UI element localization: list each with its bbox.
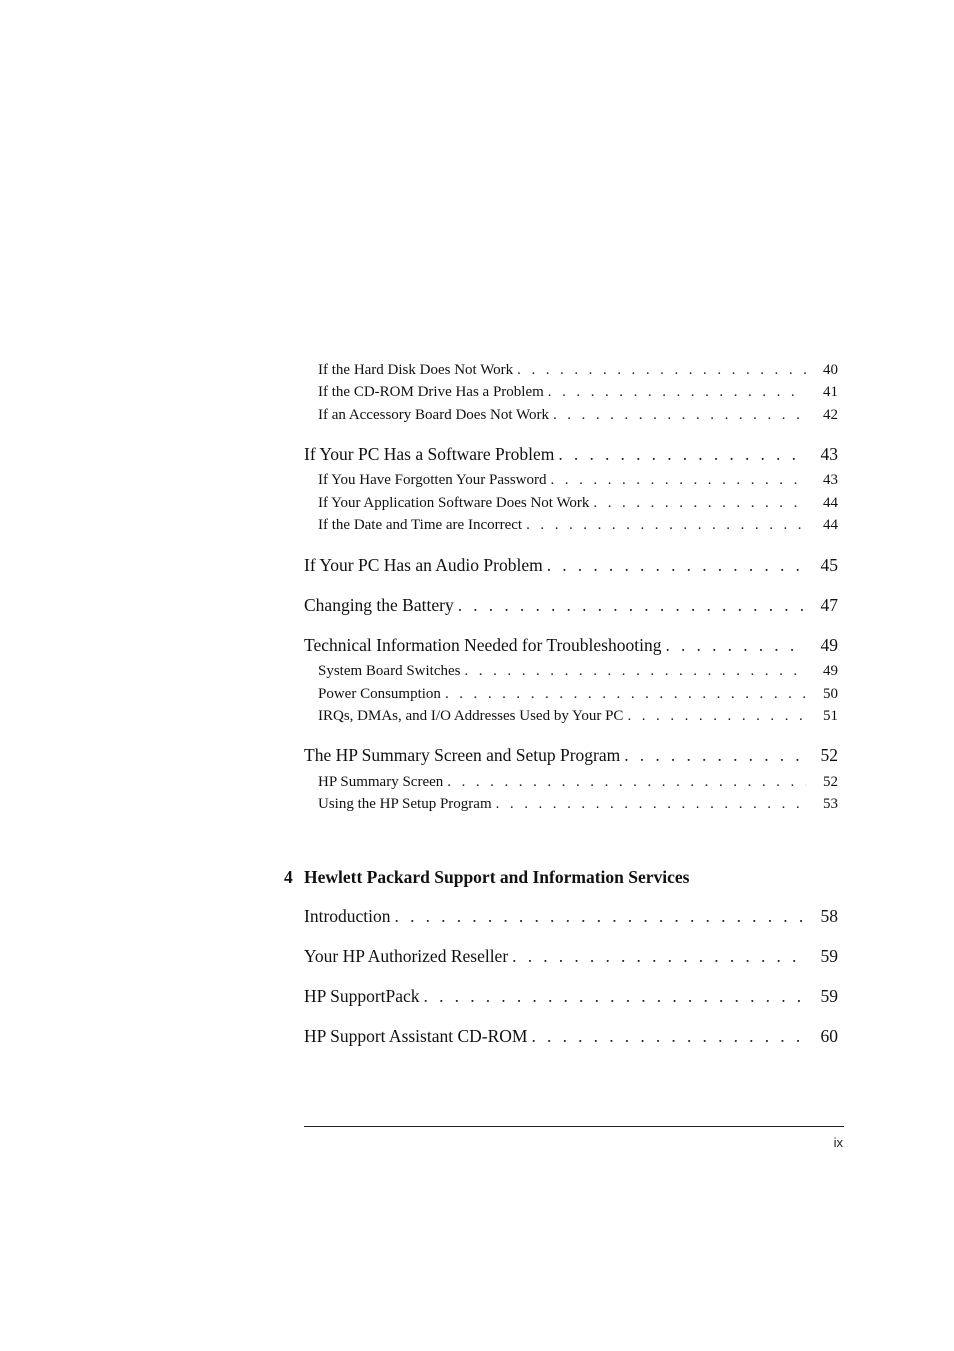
toc-entry: [318, 796, 838, 813]
toc-entry-title: HP Summary Screen: [318, 774, 444, 790]
footer-rule: [304, 1126, 844, 1127]
dot-leader: [445, 686, 806, 703]
toc-section-page: 49: [820, 635, 838, 655]
toc-entry: [318, 362, 838, 379]
toc-entry-page: 41: [823, 384, 838, 400]
dot-leader: [526, 517, 806, 534]
dot-leader: [551, 472, 807, 489]
toc-entry-page: 51: [823, 708, 838, 724]
toc-entry: [318, 517, 838, 534]
toc-section-title: HP Support Assistant CD-ROM: [304, 1026, 528, 1046]
toc-section-title: Your HP Authorized Reseller: [304, 946, 509, 966]
dot-leader: [424, 986, 806, 1007]
toc-entry-title: If the Date and Time are Incorrect: [318, 517, 523, 533]
dot-leader: [447, 774, 806, 791]
toc-section-page: 60: [820, 1026, 838, 1046]
toc-entry-title: If an Accessory Board Does Not Work: [318, 407, 549, 423]
chapter-heading: [284, 867, 689, 888]
toc-section: [304, 986, 838, 1007]
toc-section-title: If Your PC Has a Software Problem: [304, 444, 555, 464]
chapter-title: Hewlett Packard Support and Information Services: [304, 867, 690, 887]
toc-entry-page: 44: [823, 517, 838, 533]
toc-section: [304, 745, 838, 766]
toc-section-title: HP SupportPack: [304, 986, 420, 1006]
toc-entry: [318, 472, 838, 489]
toc-entry-title: If the CD-ROM Drive Has a Problem: [318, 384, 544, 400]
dot-leader: [593, 495, 806, 512]
toc-section-page: 45: [820, 555, 838, 575]
toc-entry-page: 53: [823, 796, 838, 812]
toc-section: [304, 946, 838, 967]
dot-leader: [496, 796, 806, 813]
dot-leader: [395, 906, 806, 927]
toc-section-page: 59: [820, 946, 838, 966]
toc-entry-page: 44: [823, 495, 838, 511]
toc-section-page: 52: [820, 745, 838, 765]
toc-section-title: The HP Summary Screen and Setup Program: [304, 745, 621, 765]
toc-entry-page: 49: [823, 663, 838, 679]
toc-section-page: 47: [820, 595, 838, 615]
dot-leader: [458, 595, 806, 616]
toc-entry: [318, 774, 838, 791]
toc-entry: [318, 407, 838, 424]
toc-section: [304, 635, 838, 656]
chapter-number: 4: [284, 867, 293, 887]
toc-section-title: Introduction: [304, 906, 391, 926]
dot-leader: [512, 946, 806, 967]
toc-section-title: If Your PC Has an Audio Problem: [304, 555, 543, 575]
toc-entry: [318, 708, 838, 725]
toc-entry-title: Power Consumption: [318, 686, 441, 702]
dot-leader: [665, 635, 806, 656]
toc-section-page: 58: [820, 906, 838, 926]
toc-entry-title: If Your Application Software Does Not Work: [318, 495, 590, 511]
toc-entry-page: 42: [823, 407, 838, 423]
toc-section: [304, 595, 838, 616]
toc-section: [304, 444, 838, 465]
dot-leader: [627, 708, 806, 725]
dot-leader: [624, 745, 806, 766]
toc-entry: [318, 663, 838, 680]
toc-entry-title: If You Have Forgotten Your Password: [318, 472, 547, 488]
toc-entry-page: 52: [823, 774, 838, 790]
toc-entry-page: 43: [823, 472, 838, 488]
toc-section-page: 43: [820, 444, 838, 464]
toc-section: [304, 555, 838, 576]
toc-section: [304, 1026, 838, 1047]
toc-entry: [318, 384, 838, 401]
toc-entry: [318, 686, 838, 703]
dot-leader: [465, 663, 807, 680]
toc-section-title: Changing the Battery: [304, 595, 454, 615]
toc-entry-title: If the Hard Disk Does Not Work: [318, 362, 514, 378]
toc-entry-title: Using the HP Setup Program: [318, 796, 492, 812]
toc-entry-title: System Board Switches: [318, 663, 461, 679]
dot-leader: [558, 444, 806, 465]
dot-leader: [517, 362, 806, 379]
page-folio: ix: [833, 1135, 843, 1150]
toc-section-page: 59: [820, 986, 838, 1006]
toc-entry-page: 40: [823, 362, 838, 378]
toc-section-title: Technical Information Needed for Troubleshooting: [304, 635, 662, 655]
toc-entry: [318, 495, 838, 512]
dot-leader: [531, 1026, 806, 1047]
dot-leader: [547, 555, 806, 576]
dot-leader: [548, 384, 806, 401]
toc-section: [304, 906, 838, 927]
toc-entry-page: 50: [823, 686, 838, 702]
dot-leader: [553, 407, 806, 424]
toc-entry-title: IRQs, DMAs, and I/O Addresses Used by Your PC: [318, 708, 624, 724]
